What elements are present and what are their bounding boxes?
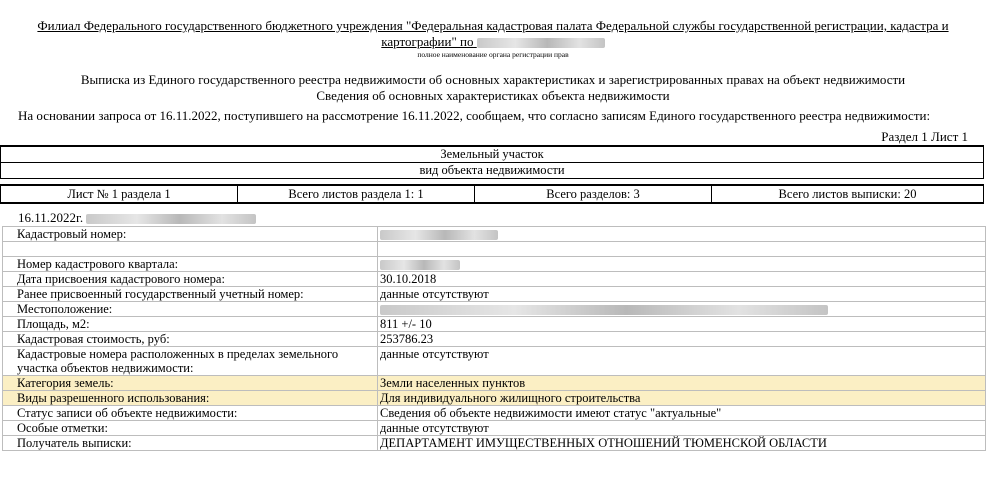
section-sheets-total: Всего листов раздела 1: 1 (238, 185, 475, 203)
row-label: Особые отметки: (3, 421, 378, 436)
organization-line-2: картографии" по (381, 34, 474, 49)
table-row (3, 302, 986, 317)
row-value (378, 257, 986, 272)
row-value: 811 +/- 10 (378, 317, 986, 332)
section-reference: Раздел 1 Лист 1 (881, 129, 968, 144)
redacted-value (380, 260, 460, 270)
table-row (3, 227, 986, 242)
sheet-number: Лист № 1 раздела 1 (1, 185, 238, 203)
row-value: данные отсутствуют (378, 347, 986, 376)
document-title: Выписка из Единого государственного реестра недвижимости об основных характеристиках и зарегистрированных правах на объект недвижимости (80, 72, 906, 87)
row-label: Кадастровые номера расположенных в пределах земельного участка объектов недвижимости: (3, 347, 378, 376)
row-label: Ранее присвоенный государственный учетный номер: (3, 287, 378, 302)
characteristics-table (2, 226, 986, 451)
table-row (3, 242, 986, 257)
redacted-extract-number (86, 214, 256, 224)
organization-name (0, 18, 986, 50)
organization-caption: полное наименование органа регистрации прав (417, 50, 569, 59)
row-label: Категория земель: (3, 376, 378, 391)
row-value: Сведения об объекте недвижимости имеют статус "актуальные" (378, 406, 986, 421)
row-label: Статус записи об объекте недвижимости: (3, 406, 378, 421)
table-row (3, 257, 986, 272)
table-row (3, 391, 986, 406)
row-label: Получатель выписки: (3, 436, 378, 451)
organization-line-1: Филиал Федерального государственного бюджетного учреждения "Федеральная кадастровая палата Федеральной службы государственной регистрации, кадастра и (37, 18, 949, 33)
table-row (3, 347, 986, 376)
table-row (3, 436, 986, 451)
sheets-table (0, 184, 984, 204)
row-value: данные отсутствуют (378, 421, 986, 436)
extract-date-text: 16.11.2022г. (18, 210, 84, 225)
object-type-caption: вид объекта недвижимости (1, 163, 984, 179)
row-label: Местоположение: (3, 302, 378, 317)
row-value (378, 227, 986, 242)
extract-sheets-total: Всего листов выписки: 20 (712, 185, 984, 203)
table-row (3, 421, 986, 436)
row-value: 30.10.2018 (378, 272, 986, 287)
table-row (3, 332, 986, 347)
table-row (3, 272, 986, 287)
table-row (3, 376, 986, 391)
row-value: Земли населенных пунктов (378, 376, 986, 391)
redacted-value (380, 230, 498, 240)
row-value (378, 302, 986, 317)
extract-date (18, 210, 256, 226)
row-label: Дата присвоения кадастрового номера: (3, 272, 378, 287)
document-subtitle: Сведения об основных характеристиках объекта недвижимости (316, 88, 670, 103)
row-label: Кадастровая стоимость, руб: (3, 332, 378, 347)
sections-total: Всего разделов: 3 (475, 185, 712, 203)
row-label: Виды разрешенного использования: (3, 391, 378, 406)
redacted-value (380, 305, 828, 315)
row-value: ДЕПАРТАМЕНТ ИМУЩЕСТВЕННЫХ ОТНОШЕНИЙ ТЮМЕНСКОЙ ОБЛАСТИ (378, 436, 986, 451)
row-label (3, 242, 378, 257)
object-type-table (0, 145, 984, 179)
table-row (3, 406, 986, 421)
redacted-region-name (477, 38, 605, 48)
row-value (378, 242, 986, 257)
table-row (3, 317, 986, 332)
row-label: Кадастровый номер: (3, 227, 378, 242)
row-value: 253786.23 (378, 332, 986, 347)
request-basis: На основании запроса от 16.11.2022, поступившего на рассмотрение 16.11.2022, сообщаем, что согласно записям Единого государственного реестра недвижимости: (18, 108, 931, 123)
object-type: Земельный участок (1, 146, 984, 163)
row-value: данные отсутствуют (378, 287, 986, 302)
row-value: Для индивидуального жилищного строительства (378, 391, 986, 406)
row-label: Площадь, м2: (3, 317, 378, 332)
table-row (3, 287, 986, 302)
row-label: Номер кадастрового квартала: (3, 257, 378, 272)
